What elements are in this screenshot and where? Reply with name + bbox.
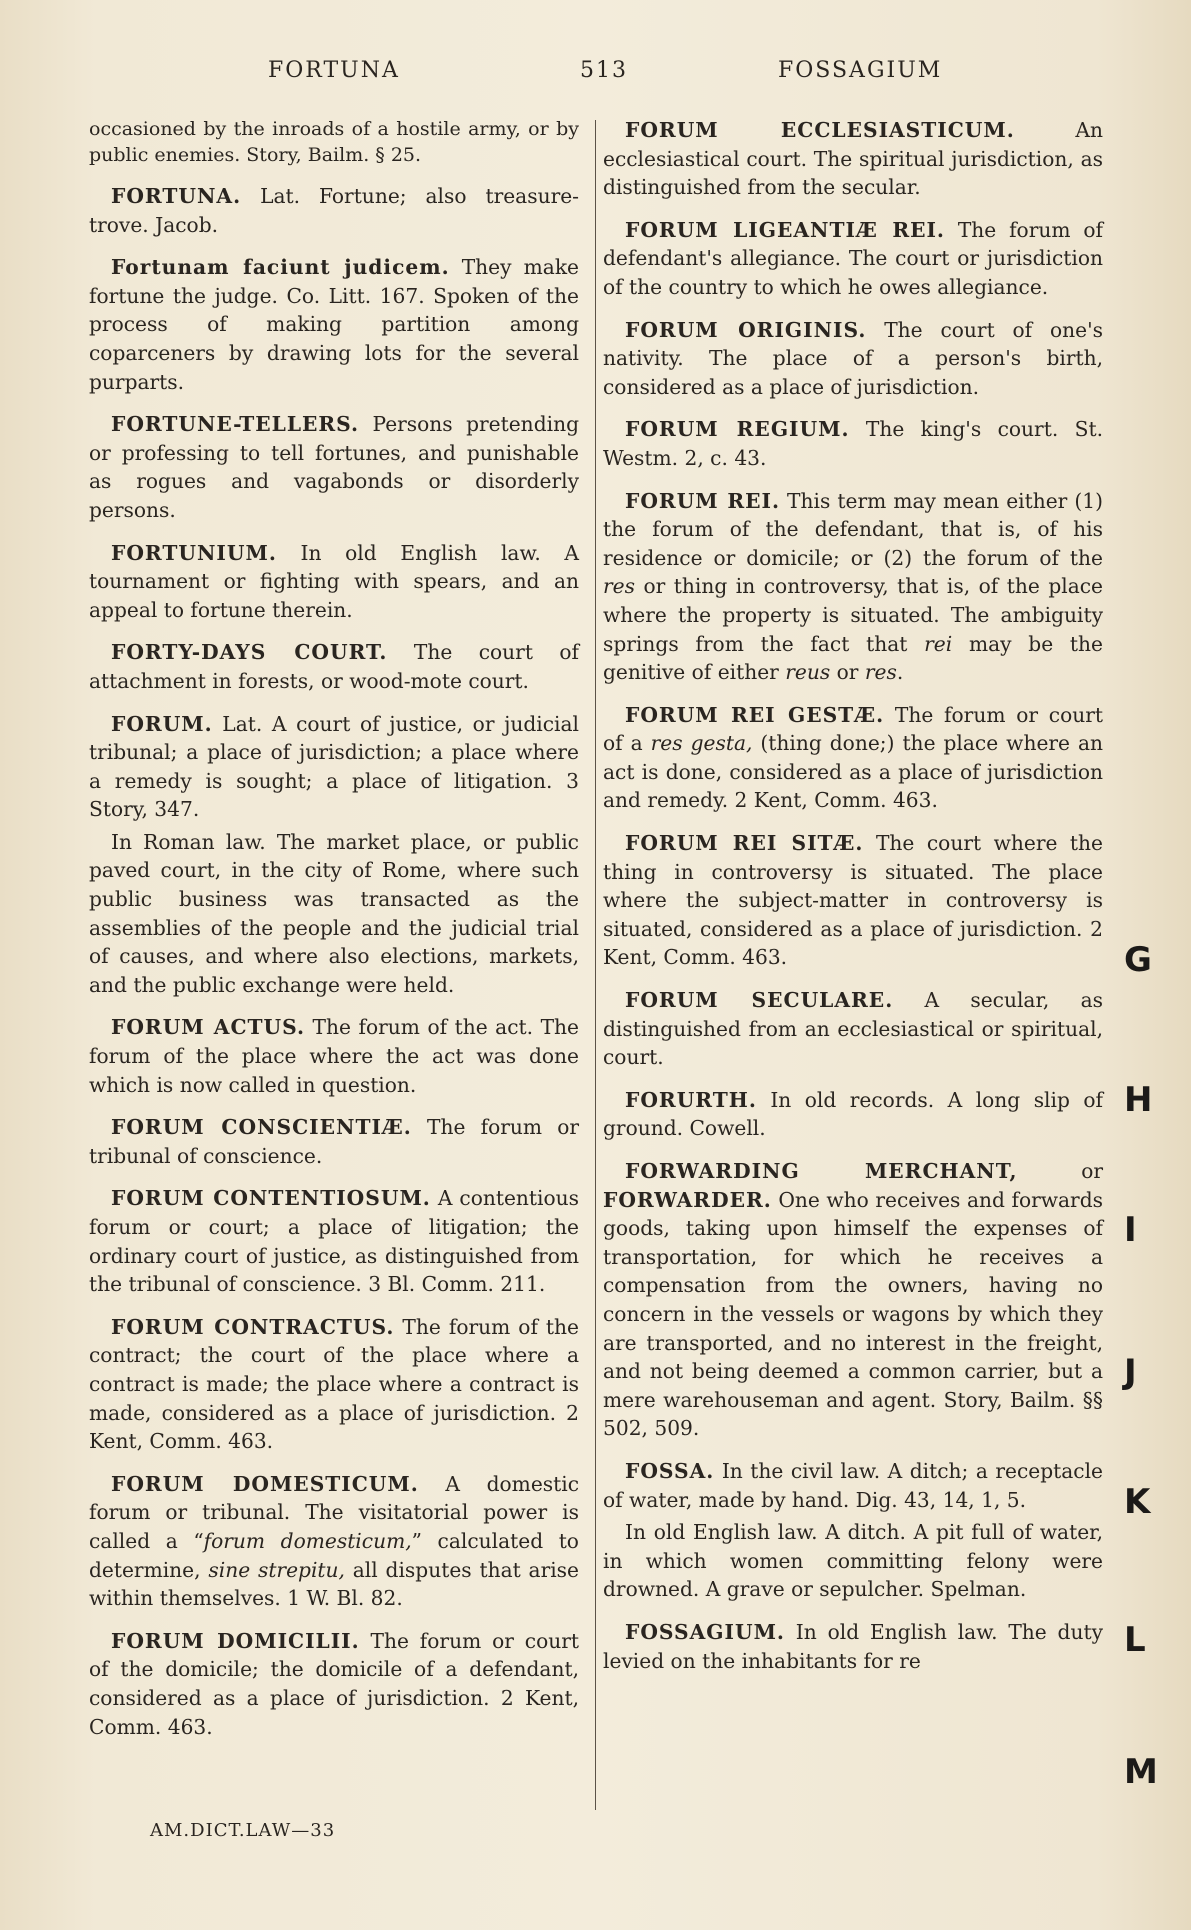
headword: FORUM LIGEANTIÆ REI. (625, 217, 945, 242)
definition: The forum of the act. The forum of the place where the act was done which is now called in question. (89, 1015, 579, 1097)
header-right-guide-word: FOSSAGIUM (778, 58, 943, 83)
entry-forum-contractus (89, 1313, 579, 1456)
definition: Persons pretending or professing to tell fortunes, and punishable as rogues and vagabonds or disorderly persons. (89, 412, 579, 522)
latin-term: res gesta, (650, 731, 753, 756)
entry-fortune-tellers (89, 410, 579, 524)
definition: In the civil law. A ditch; a receptacle of water, made by hand. Dig. 43, 14, 1, 5. (603, 1458, 1103, 1512)
entry-forty-days-court (89, 638, 579, 695)
thumb-index-g[interactable]: G (1124, 940, 1152, 980)
definition: The forum or tribunal of conscience. (89, 1115, 579, 1168)
entry-forum-rei-sitae (603, 829, 1103, 972)
definition: Lat. A court of justice, or judicial tribunal; a place of jurisdiction; a place where a remedy is sought; a place of litigation. 3 Story, 347. (89, 711, 579, 822)
headword: FORTUNIUM. (111, 540, 277, 565)
thumb-index-j[interactable]: J (1124, 1352, 1137, 1392)
headword: FOSSAGIUM. (625, 1619, 785, 1644)
thumb-index-m[interactable]: M (1124, 1752, 1158, 1792)
entry-forwarding-merchant (603, 1157, 1103, 1443)
headword: FOSSA. (625, 1458, 715, 1483)
conjunction: or (1017, 1159, 1103, 1183)
definition: The forum of the contract; the court of the place where a contract is made; the place where a contract is made, considered as a place of jurisdiction. 2 Kent, Comm. 463. (89, 1314, 579, 1454)
definition: In old English law. A tournament or fighting with spears, and an appeal to fortune therein. (89, 540, 579, 622)
headword-alt: FORWARDER. (603, 1187, 772, 1212)
entry-fortuna (89, 182, 579, 239)
entry-forum-ligeantiae-rei (603, 216, 1103, 302)
latin-term: reus (785, 660, 831, 685)
header-left-guide-word: FORTUNA (268, 58, 400, 83)
definition-part: A domestic forum or tribunal. The visitatorial power is called a “ (89, 1471, 579, 1553)
left-column (89, 116, 579, 1755)
headword: FORUM REI SITÆ. (625, 831, 864, 856)
latin-term: forum domesticum, (203, 1528, 412, 1553)
definition: Lat. Fortune; also treasure-trove. Jacob. (89, 184, 579, 237)
headword: FORUM CONSCIENTIÆ. (111, 1115, 412, 1140)
entry-forum-rei-gestae (603, 701, 1103, 815)
definition-part: may be the genitive of either (603, 631, 1103, 685)
definition: The forum of defendant's allegiance. The court or jurisdiction of the country to which he owes allegiance. (603, 217, 1103, 299)
definition: They make fortune the judge. Co. Litt. 167. Spoken of the process of making partition among coparceners by drawing lots for the several purparts. (89, 255, 579, 394)
definition: The court of one's nativity. The place of a person's birth, considered as a place of jurisdiction. (603, 317, 1103, 399)
running-header (0, 58, 1191, 98)
headword: FORUM REI GESTÆ. (625, 702, 885, 727)
entry-forurth (603, 1086, 1103, 1143)
latin-term: sine strepitu, (208, 1557, 345, 1582)
page-number: 513 (580, 58, 628, 83)
definition-part: . (896, 660, 904, 685)
definition-part: or thing in controversy, that is, of the place where the property is situated. The ambiguity springs from the fact that (603, 574, 1103, 656)
headword: FORTUNE-TELLERS. (111, 412, 360, 437)
headword: FORWARDING MERCHANT, (625, 1159, 1018, 1183)
latin-term: rei (924, 631, 953, 656)
headword: FORUM CONTRACTUS. (111, 1314, 395, 1339)
entry-fortunam-faciunt-judicem (89, 253, 579, 396)
headword: FORTUNA. (111, 184, 242, 208)
headword: FORUM. (111, 711, 213, 736)
definition: A contentious forum or court; a place of litigation; the ordinary court of justice, as distinguished from the tribunal of conscience. 3 Bl. Comm. 211. (89, 1186, 579, 1297)
entry-forum-seculare (603, 986, 1103, 1072)
headword: FORTY-DAYS COURT. (111, 640, 388, 665)
headword: FORUM DOMESTICUM. (111, 1471, 419, 1496)
definition-part: or (830, 660, 865, 685)
definition-part: ” calculated to determine, (89, 1528, 579, 1582)
thumb-index-l[interactable]: L (1124, 1620, 1146, 1660)
definition: One who receives and forwards goods, taking upon himself the expenses of transportation, for which he receives a compensation from the owners, having no concern in the vessels or wagons by which they are transported, and no interest in the freight, and not being deemed a common carrier, but a mere warehouseman and agent. Story, Bailm. §§ 502, 509. (603, 1187, 1103, 1441)
entry-forum-conscientiae (89, 1113, 579, 1170)
entry-fossagium (603, 1618, 1103, 1675)
definition-part: all disputes that arise within themselves. 1 W. Bl. 82. (89, 1557, 579, 1611)
entry-forum-originis (603, 316, 1103, 402)
entry-forum-roman-law: In Roman law. The market place, or public paved court, in the city of Rome, where such public business was transacted as the assemblies of the people and the judicial trial of causes, and where also elections, markets, and the public exchange were held. (89, 829, 579, 997)
entry-forum-actus (89, 1013, 579, 1099)
latin-term: res (603, 574, 635, 599)
signature-mark: AM.DICT.LAW—33 (150, 1820, 336, 1841)
definition-part: The forum or court of a (603, 702, 1103, 756)
entry-fossa-old-english-law: In old English law. A ditch. A pit full of water, in which women committing felony were drowned. A grave or sepulcher. Spelman. (603, 1520, 1103, 1602)
headword: FORUM ECCLESIASTICUM. (625, 118, 1015, 142)
headword: FORUM ACTUS. (111, 1015, 306, 1040)
headword: FORUM REI. (625, 488, 780, 513)
definition: In old English law. The duty levied on the inhabitants for re (603, 1619, 1103, 1673)
definition: In old records. A long slip of ground. Cowell. (603, 1087, 1103, 1141)
headword: FORUM REGIUM. (625, 417, 850, 442)
entry-fossa (603, 1457, 1103, 1514)
headword: FORUM CONTENTIOSUM. (111, 1186, 431, 1211)
headword: FORURTH. (625, 1087, 757, 1112)
entry-forum-domesticum (89, 1470, 579, 1613)
entry-forum-contentiosum (89, 1184, 579, 1298)
entry-continuation: occasioned by the inroads of a hostile army, or by public enemies. Story, Bailm. § 25. (89, 118, 579, 166)
headword: Fortunam faciunt judicem. (111, 255, 450, 280)
definition: An ecclesiastical court. The spiritual jurisdiction, as distinguished from the secular. (603, 118, 1103, 200)
headword: FORUM ORIGINIS. (625, 317, 867, 342)
headword: FORUM DOMICILII. (111, 1628, 360, 1653)
entry-forum-rei (603, 487, 1103, 687)
thumb-index-k[interactable]: K (1124, 1482, 1151, 1522)
right-column (603, 116, 1103, 1689)
definition-part: This term may mean either (1) the forum of the defendant, that is, of his residence or domicile; or (2) the forum of the (603, 488, 1104, 570)
column-divider (595, 120, 596, 1810)
thumb-index-i[interactable]: I (1124, 1210, 1137, 1250)
entry-forum-regium (603, 415, 1103, 472)
definition: The forum or court of the domicile; the domicile of a defendant, considered as a place of jurisdiction. 2 Kent, Comm. 463. (89, 1628, 579, 1739)
entry-fortunium (89, 539, 579, 625)
definition-part: (thing done;) the place where an act is done, considered as a place of jurisdiction and remedy. 2 Kent, Comm. 463. (603, 731, 1104, 813)
entry-forum-ecclesiasticum (603, 116, 1103, 202)
entry-forum (89, 710, 579, 824)
definition: A secular, as distinguished from an ecclesiastical or spiritual, court. (603, 988, 1103, 1070)
entry-forum-domicilii (89, 1627, 579, 1741)
latin-term: res (864, 660, 897, 685)
headword: FORUM SECULARE. (625, 988, 894, 1013)
definition: The court of attachment in forests, or wood-mote court. (89, 640, 580, 693)
definition: The king's court. St. Westm. 2, c. 43. (603, 417, 1103, 470)
thumb-index-h[interactable]: H (1124, 1080, 1153, 1120)
definition: The court where the thing in controversy is situated. The place where the subject-matter in controversy is situated, considered as a place of jurisdiction. 2 Kent, Comm. 463. (603, 831, 1103, 970)
